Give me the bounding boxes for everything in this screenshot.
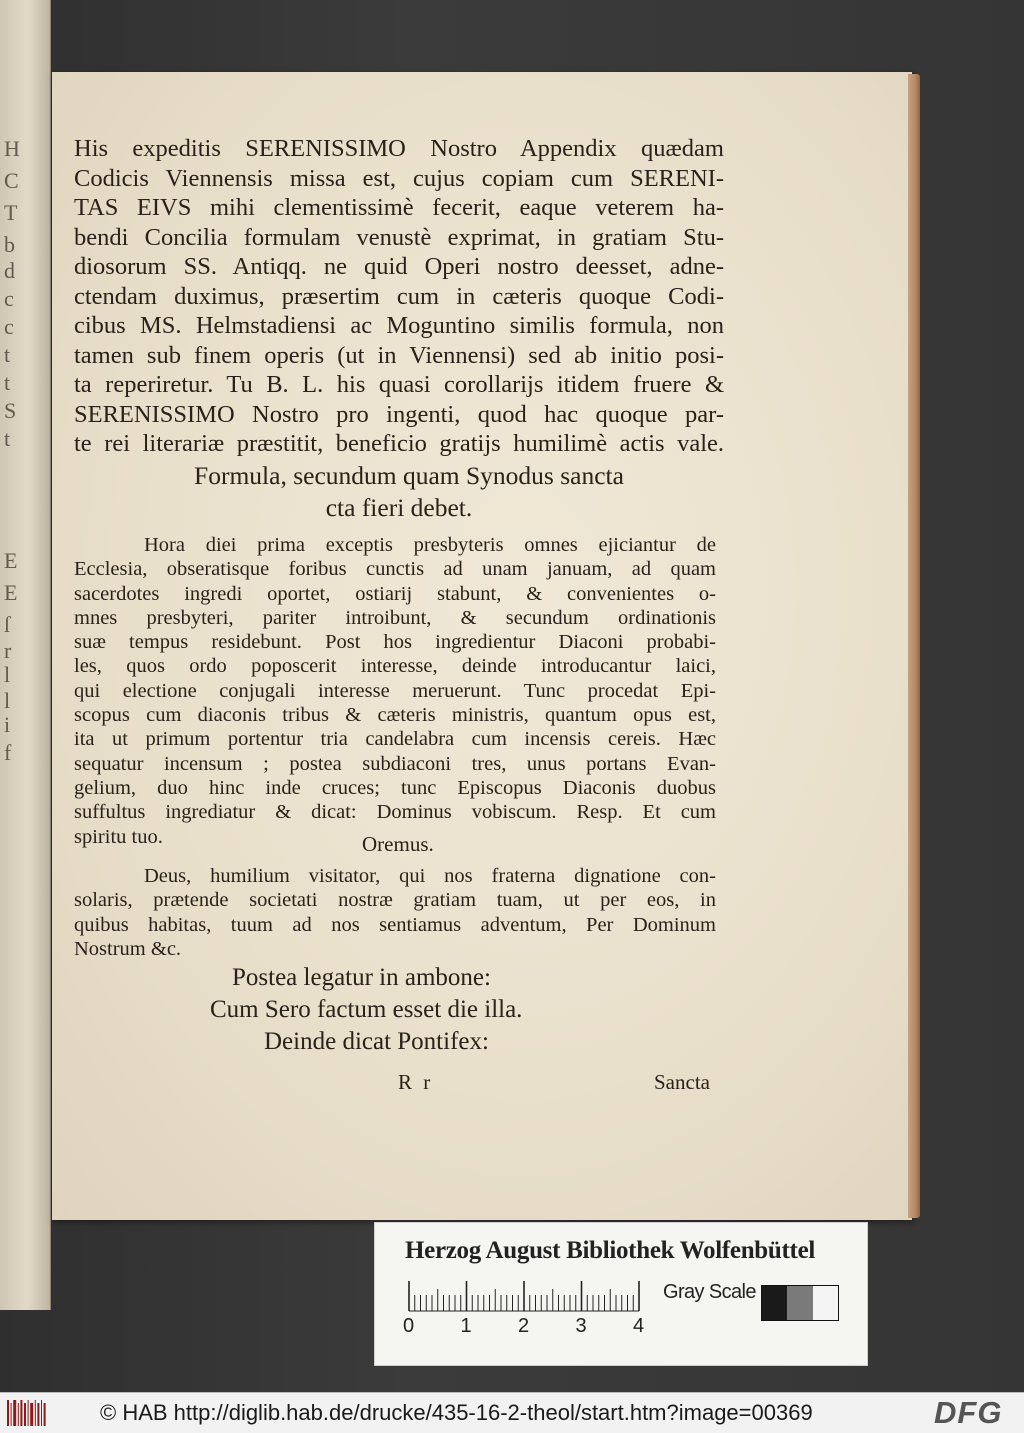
ruler-label: 3	[575, 1315, 587, 1337]
facing-page-glyph: d	[4, 258, 15, 283]
text-line: qui electione conjugali interesse meruerunt. Tunc procedat Epi-	[74, 679, 716, 702]
text-line: suffultus ingrediatur & dicat: Dominus vobiscum. Resp. Et cum	[74, 801, 716, 824]
facing-page-glyph: i	[4, 712, 11, 737]
facing-page-glyph: t	[4, 370, 11, 395]
ruler-labels	[401, 1315, 661, 1341]
facing-page-glyph: t	[4, 342, 11, 367]
text-line: ta reperiretur. Tu B. L. his quasi corollarijs itidem fruere &	[74, 371, 724, 398]
facing-page-glyph: C	[4, 168, 19, 193]
facing-page-glyph: E	[4, 548, 18, 573]
facing-page-glyph: E	[4, 580, 18, 605]
text-line: cibus MS. Helmstadiensi ac Moguntino similis formula, non	[74, 312, 724, 339]
catchword: Sancta	[654, 1070, 710, 1094]
signature-mark: R r	[398, 1070, 434, 1094]
facing-page-glyph: f	[4, 740, 12, 765]
ruler-label: 1	[460, 1315, 472, 1337]
text-line: te rei literariæ præstitit, beneficio gratijs humilimè actis vale.	[74, 430, 724, 457]
text-line: TAS EIVS mihi clementissimè fecerit, eaque veterem ha-	[74, 194, 724, 221]
text-line: Ecclesia, obseratisque foribus cunctis ad unam januam, ad quam	[74, 558, 716, 581]
facing-page-glyph: l	[4, 688, 11, 713]
oremus-line: Oremus.	[362, 832, 434, 856]
formula-heading	[74, 460, 724, 524]
facing-page-glyph: ſ	[4, 612, 11, 637]
text-line: His expeditis SERENISSIMO Nostro Appendix quædam	[74, 135, 724, 162]
text-line: ctendam duximus, præsertim cum in cæteris quoque Codi-	[74, 282, 724, 310]
gray-scale-swatches	[761, 1285, 839, 1321]
facing-page-glyph: c	[4, 314, 14, 339]
text-line: Deus, humilium visitator, qui nos fraterna dignatione con-	[144, 865, 716, 887]
text-line: tamen sub finem operis (ut in Viennensi) sed ab initio posi-	[74, 341, 724, 369]
facing-page-glyph: b	[4, 232, 15, 257]
text-line: solaris, prætende societati nostræ gratiam tuam, ut per eos, in	[74, 889, 716, 912]
gray-scale-label: Gray Scale	[663, 1281, 756, 1303]
intro-paragraph	[74, 134, 724, 459]
prayer-paragraph	[74, 864, 716, 961]
ruler-label: 2	[518, 1315, 530, 1337]
text-line: Hora diei prima exceptis presbyteris omnes ejiciantur de	[144, 534, 716, 556]
footer-bar	[0, 1392, 1024, 1433]
ritual-paragraph	[74, 533, 716, 849]
dfg-logo: DFG	[934, 1395, 1003, 1430]
text-line: scopus cum diaconis tribus & cæteris ministris, quantum opus est,	[74, 704, 716, 727]
facing-page-glyph: c	[4, 286, 14, 311]
text-line: quibus habitas, tuum ad nos sentiamus adventum, Per Dominum	[74, 913, 716, 936]
closing-lines	[74, 962, 724, 1058]
facing-page-strip	[0, 0, 51, 1310]
heading-line: Formula, secundum quam Synodus sancta	[194, 461, 624, 490]
gray-swatch	[762, 1286, 787, 1320]
text-line: diosorum SS. Antiqq. ne quid Operi nostro deesset, adne-	[74, 253, 724, 280]
text-line: Nostrum &c.	[74, 937, 182, 960]
closing-line: Cum Sero factum esset die illa.	[210, 996, 523, 1023]
facing-page-glyph: r	[4, 638, 12, 663]
facing-page-glyph: H	[4, 136, 20, 161]
library-color-card	[374, 1222, 868, 1366]
ruler-label: 4	[633, 1315, 645, 1337]
facing-page-glyph: t	[4, 426, 11, 451]
closing-line: Deinde dicat Pontifex:	[264, 1028, 489, 1055]
text-line: SERENISSIMO Nostro pro ingenti, quod hac quoque par-	[74, 400, 724, 428]
ruler-label: 0	[403, 1315, 415, 1337]
text-line: suæ tempus residebunt. Post hos ingredientur Diaconi probabi-	[74, 631, 716, 654]
text-line: sequatur incensum ; postea subdiaconi tres, unus portans Evan-	[74, 752, 716, 775]
measurement-ruler	[407, 1279, 643, 1313]
closing-line: Postea legatur in ambone:	[232, 964, 491, 991]
library-name: Herzog August Bibliothek Wolfenbüttel	[405, 1237, 816, 1264]
text-line: Codicis Viennensis missa est, cujus copiam cum SERENI-	[74, 164, 724, 192]
text-line: ita ut primum portentur tria candelabra cum incensis cereis. Hæc	[74, 728, 716, 751]
permalink-url[interactable]: © HAB http://diglib.hab.de/drucke/435-16-2-theol/start.htm?image=00369	[100, 1400, 813, 1425]
text-line: sacerdotes ingredi oportet, ostiarij stabunt, & convenientes o-	[74, 582, 716, 605]
facing-page-glyph: l	[4, 662, 11, 687]
gray-swatch	[787, 1286, 812, 1320]
facing-page-glyph: T	[4, 200, 18, 225]
text-line: spiritu tuo.	[74, 825, 163, 848]
text-line: bendi Concilia formulam venustè exprimat, in gratiam Stu-	[74, 223, 724, 251]
gray-swatch	[813, 1286, 838, 1320]
text-line: mnes presbyteri, pariter introibunt, & secundum ordinationis	[74, 606, 716, 629]
hab-barcode-icon	[6, 1399, 46, 1427]
facing-page-glyph: S	[4, 398, 17, 423]
text-line: gelium, duo hinc inde cruces; tunc Episcopus Diaconis duobus	[74, 776, 716, 799]
text-line: les, quos ordo poposcerit interesse, deinde introducantur laici,	[74, 655, 716, 678]
page-edge	[908, 74, 920, 1218]
heading-line: cta fieri debet.	[325, 493, 473, 522]
